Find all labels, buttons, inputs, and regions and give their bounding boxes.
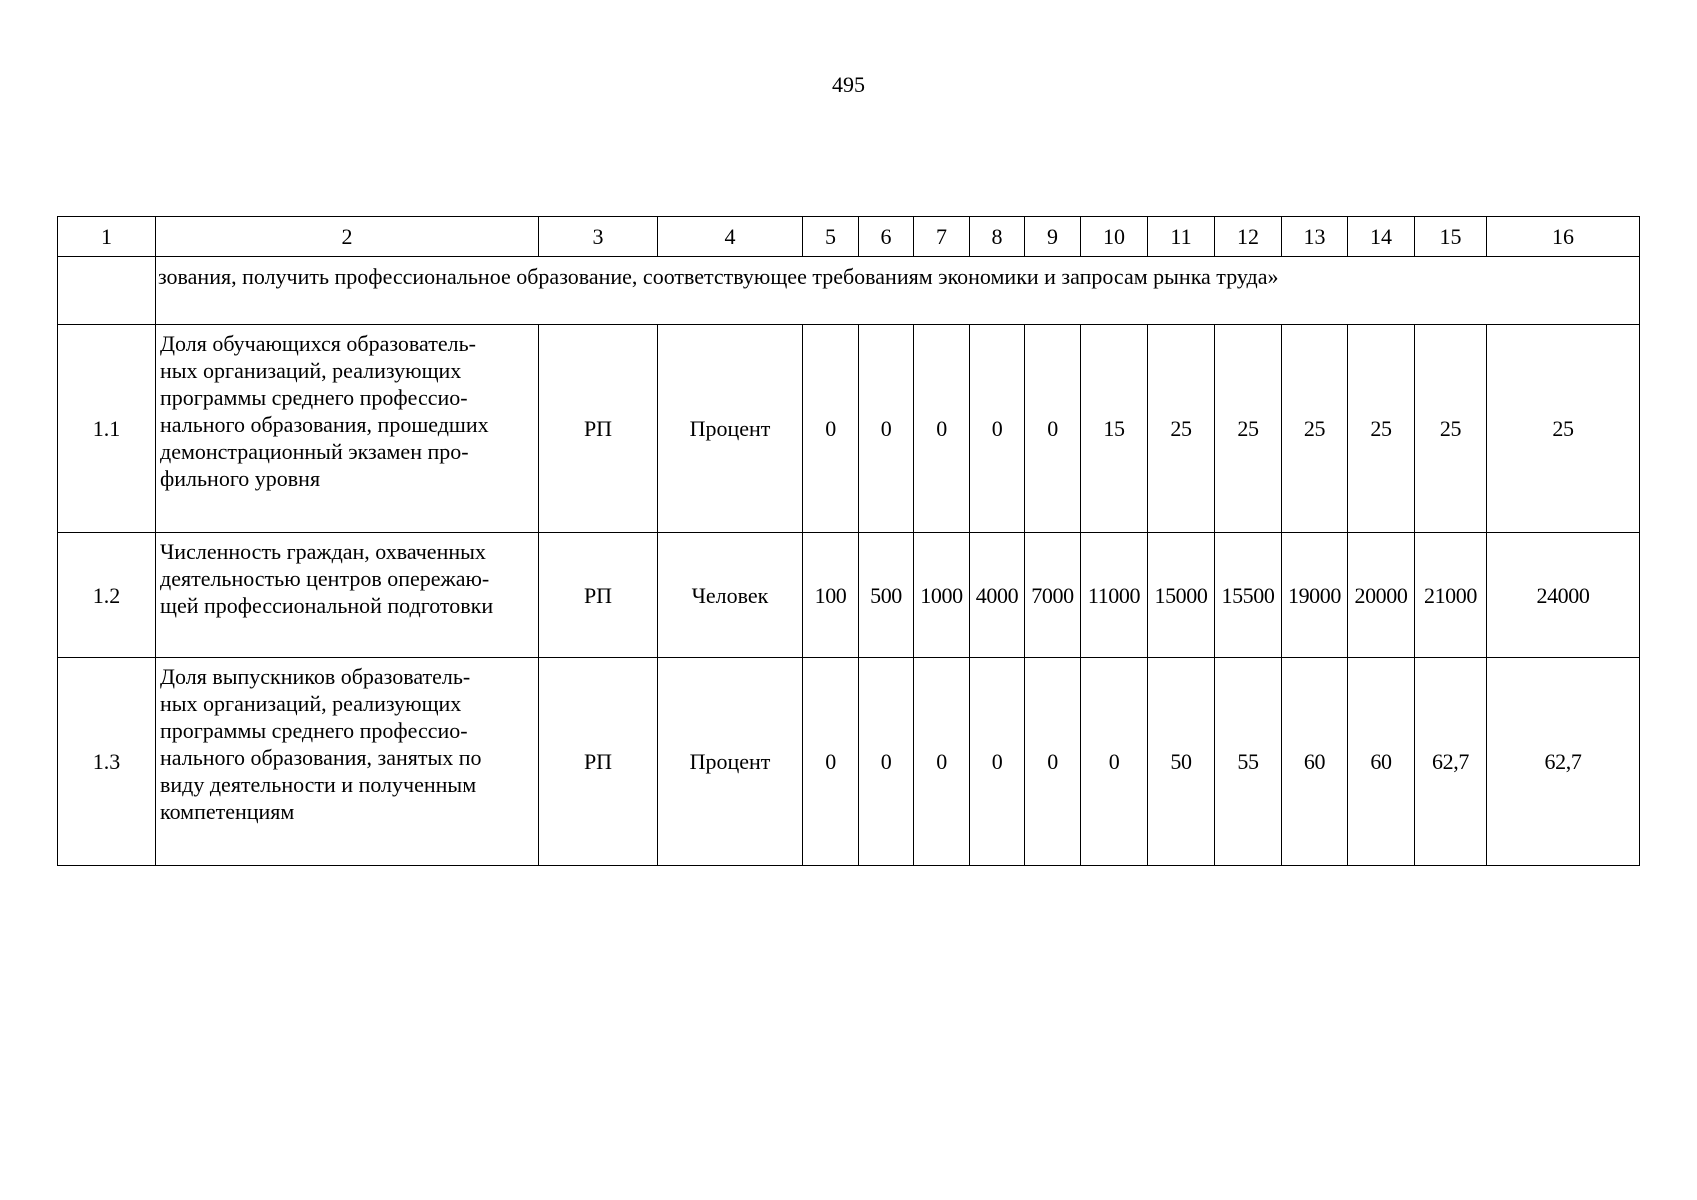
header-cell: 12 bbox=[1215, 217, 1282, 257]
value-cell: 25 bbox=[1282, 325, 1348, 533]
row-id: 1.3 bbox=[58, 658, 156, 866]
value-cell: 60 bbox=[1282, 658, 1348, 866]
value-cell: 0 bbox=[970, 658, 1025, 866]
name-line: нального образования, прошедших bbox=[160, 412, 489, 437]
value-cell: 0 bbox=[803, 325, 859, 533]
header-cell: 9 bbox=[1025, 217, 1081, 257]
value-cell: 7000 bbox=[1025, 533, 1081, 658]
value-cell: 62,7 bbox=[1487, 658, 1640, 866]
value-cell: 0 bbox=[1025, 658, 1081, 866]
unit-cell: Человек bbox=[658, 533, 803, 658]
indicator-name bbox=[156, 325, 539, 533]
value-cell: 25 bbox=[1487, 325, 1640, 533]
value-cell: 0 bbox=[1081, 658, 1148, 866]
value-cell: 1000 bbox=[914, 533, 970, 658]
name-line: программы среднего профессио- bbox=[160, 718, 468, 743]
table-row bbox=[58, 658, 1640, 866]
value-cell: 21000 bbox=[1415, 533, 1487, 658]
value-cell: 24000 bbox=[1487, 533, 1640, 658]
value-cell: 55 bbox=[1215, 658, 1282, 866]
value-cell: 0 bbox=[914, 325, 970, 533]
value-cell: 60 bbox=[1348, 658, 1415, 866]
value-cell: 25 bbox=[1415, 325, 1487, 533]
name-line: компетенциям bbox=[160, 799, 295, 824]
level-cell: РП bbox=[539, 658, 658, 866]
level-cell: РП bbox=[539, 325, 658, 533]
value-cell: 0 bbox=[859, 325, 914, 533]
header-cell: 4 bbox=[658, 217, 803, 257]
table-row bbox=[58, 533, 1640, 658]
indicator-name bbox=[156, 658, 539, 866]
value-cell: 50 bbox=[1148, 658, 1215, 866]
header-cell: 15 bbox=[1415, 217, 1487, 257]
value-cell: 25 bbox=[1148, 325, 1215, 533]
name-line: Доля обучающихся образователь- bbox=[160, 331, 476, 356]
unit-cell: Процент bbox=[658, 658, 803, 866]
header-cell: 3 bbox=[539, 217, 658, 257]
name-line: Численность граждан, охваченных bbox=[160, 539, 486, 564]
value-cell: 25 bbox=[1348, 325, 1415, 533]
row-id: 1.2 bbox=[58, 533, 156, 658]
row-id: 1.1 bbox=[58, 325, 156, 533]
page-number: 495 bbox=[832, 72, 865, 97]
header-cell: 8 bbox=[970, 217, 1025, 257]
value-cell: 15000 bbox=[1148, 533, 1215, 658]
name-line: деятельностью центров опережаю- bbox=[160, 566, 490, 591]
value-cell: 0 bbox=[970, 325, 1025, 533]
header-cell: 16 bbox=[1487, 217, 1640, 257]
value-cell: 11000 bbox=[1081, 533, 1148, 658]
continuation-empty-cell bbox=[58, 257, 156, 325]
name-line: виду деятельности и полученным bbox=[160, 772, 477, 797]
value-cell: 19000 bbox=[1282, 533, 1348, 658]
name-line: программы среднего профессио- bbox=[160, 385, 468, 410]
table-row bbox=[58, 325, 1640, 533]
header-cell: 2 bbox=[156, 217, 539, 257]
value-cell: 62,7 bbox=[1415, 658, 1487, 866]
value-cell: 15 bbox=[1081, 325, 1148, 533]
header-row bbox=[58, 217, 1640, 257]
header-cell: 13 bbox=[1282, 217, 1348, 257]
header-cell: 11 bbox=[1148, 217, 1215, 257]
name-line: фильного уровня bbox=[160, 466, 321, 491]
value-cell: 15500 bbox=[1215, 533, 1282, 658]
value-cell: 0 bbox=[803, 658, 859, 866]
indicators-table bbox=[57, 216, 1640, 866]
value-cell: 100 bbox=[803, 533, 859, 658]
header-cell: 1 bbox=[58, 217, 156, 257]
header-cell: 14 bbox=[1348, 217, 1415, 257]
header-cell: 10 bbox=[1081, 217, 1148, 257]
level-cell: РП bbox=[539, 533, 658, 658]
value-cell: 4000 bbox=[970, 533, 1025, 658]
continuation-text: зования, получить профессиональное образование, соответствующее требованиям экономики и запросам рынка труда» bbox=[156, 257, 1640, 325]
header-cell: 6 bbox=[859, 217, 914, 257]
name-line: щей профессиональной подготовки bbox=[160, 593, 494, 618]
name-line: ных организаций, реализующих bbox=[160, 358, 462, 383]
value-cell: 0 bbox=[859, 658, 914, 866]
value-cell: 20000 bbox=[1348, 533, 1415, 658]
header-cell: 7 bbox=[914, 217, 970, 257]
name-line: Доля выпускников образователь- bbox=[160, 664, 471, 689]
value-cell: 500 bbox=[859, 533, 914, 658]
name-line: демонстрационный экзамен про- bbox=[160, 439, 469, 464]
name-line: нального образования, занятых по bbox=[160, 745, 482, 770]
value-cell: 0 bbox=[1025, 325, 1081, 533]
value-cell: 0 bbox=[914, 658, 970, 866]
name-line: ных организаций, реализующих bbox=[160, 691, 462, 716]
indicator-name bbox=[156, 533, 539, 658]
continuation-row bbox=[58, 257, 1640, 325]
header-cell: 5 bbox=[803, 217, 859, 257]
unit-cell: Процент bbox=[658, 325, 803, 533]
value-cell: 25 bbox=[1215, 325, 1282, 533]
